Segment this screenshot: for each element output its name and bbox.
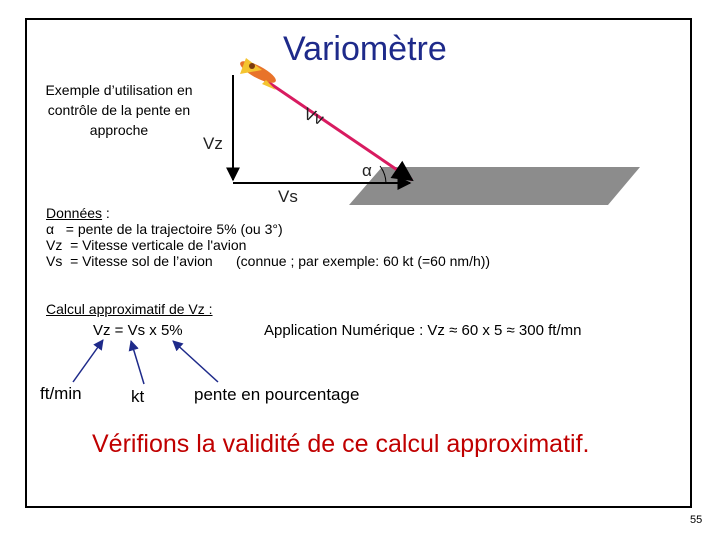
donnees-block (46, 205, 490, 269)
label-vv: Vv (300, 104, 327, 130)
arrow-pente-to-5pct (173, 341, 218, 382)
calcul-heading: Calcul approximatif de Vz : (46, 301, 213, 317)
label-alpha: α (362, 161, 372, 180)
unit-kt: kt (131, 387, 145, 406)
donnees-line-vz: Vz = Vitesse verticale de l'avion (46, 237, 247, 253)
conclusion-text: Vérifions la validité de ce calcul approximatif. (92, 430, 590, 458)
arrow-ftmin-to-vz (73, 340, 103, 382)
donnees-heading: Données (46, 205, 103, 221)
arrow-kt-to-vs (131, 341, 144, 384)
donnees-line-vs: Vs = Vitesse sol de l’avion (connue ; par exemple: 60 kt (=60 nm/h)) (46, 253, 491, 269)
donnees-heading-suffix: : (102, 205, 110, 221)
label-vz: Vz (203, 134, 223, 153)
example-caption: Exemple d’utilisation en contrôle de la pente en approche (45, 82, 193, 138)
page-number: 55 (690, 514, 703, 526)
vv-glide-path (262, 78, 412, 180)
label-vs: Vs (278, 187, 298, 206)
donnees-line-alpha: α = pente de la trajectoire 5% (ou 3°) (46, 221, 283, 237)
unit-pente-pourcentage: pente en pourcentage (194, 385, 360, 404)
page-title: Variomètre (283, 30, 447, 68)
donnees-heading-line (46, 205, 490, 221)
application-numerique: Application Numérique : Vz ≈ 60 x 5 ≈ 300 ft/mn (264, 322, 582, 339)
calcul-formula: Vz = Vs x 5% (93, 322, 183, 339)
runway-ground (349, 167, 640, 205)
unit-ft-min: ft/min (40, 384, 82, 403)
